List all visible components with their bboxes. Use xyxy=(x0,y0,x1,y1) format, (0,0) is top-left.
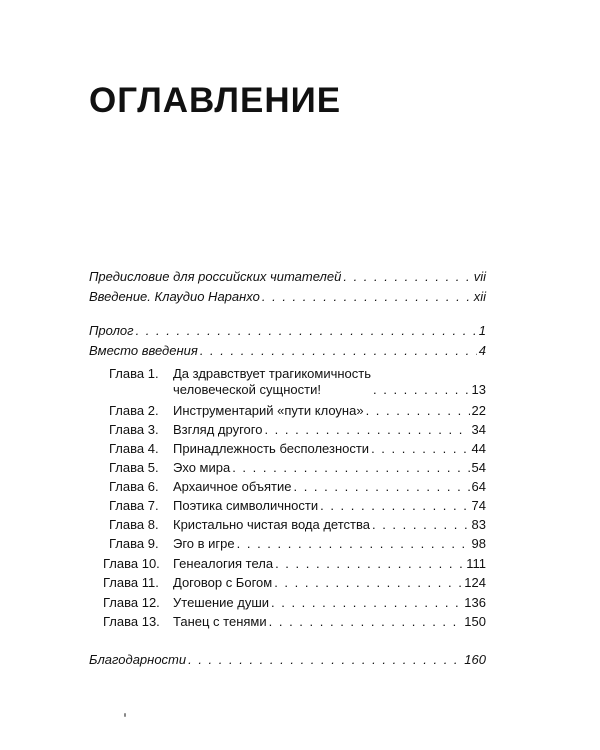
chapter-title: Принадлежность бесполезности xyxy=(173,441,370,456)
chapter-title: Генеалогия тела xyxy=(173,556,274,571)
toc-entry-page: 150 xyxy=(464,614,486,629)
toc-entry-page: 98 xyxy=(471,536,486,551)
toc-entry-chapter-9[interactable] xyxy=(109,536,486,552)
chapter-title: Кристально чистая вода детства xyxy=(173,517,370,532)
toc-entry-page: 136 xyxy=(464,595,486,610)
dot-leader xyxy=(136,323,477,339)
page-title: ОГЛАВЛЕНИЕ xyxy=(89,81,342,120)
dot-leader xyxy=(275,556,464,572)
toc-entry-chapter-5[interactable] xyxy=(109,460,486,476)
scan-speck xyxy=(124,713,126,717)
toc-entry-preface[interactable] xyxy=(89,269,486,285)
dot-leader xyxy=(366,403,470,419)
toc-entry-instead-of-intro[interactable] xyxy=(89,343,486,359)
toc-entry-introduction-naranjo[interactable] xyxy=(89,289,486,305)
chapter-number: Глава 2. xyxy=(109,403,159,418)
dot-leader xyxy=(274,575,462,591)
toc-entry-chapter-6[interactable] xyxy=(109,479,486,495)
chapter-number: Глава 11. xyxy=(103,575,159,590)
dot-leader xyxy=(372,517,470,533)
chapter-number: Глава 4. xyxy=(109,441,159,456)
dot-leader xyxy=(293,479,469,495)
chapter-title: Эхо мира xyxy=(173,460,231,475)
chapter-title: Поэтика символичности xyxy=(173,498,319,513)
toc-entry-page: 64 xyxy=(471,479,486,494)
dot-leader xyxy=(320,498,469,514)
dot-leader xyxy=(232,460,469,476)
toc-entry-page: 124 xyxy=(464,575,486,590)
chapter-title: Танец с тенями xyxy=(173,614,267,629)
dot-leader xyxy=(371,441,469,457)
toc-entry-chapter-1[interactable] xyxy=(109,366,486,398)
toc-entry-page: 13 xyxy=(471,382,486,397)
toc-entry-chapter-4[interactable] xyxy=(109,441,486,457)
dot-leader xyxy=(264,422,469,438)
toc-entry-page: xii xyxy=(473,289,486,304)
toc-entry-page: 54 xyxy=(471,460,486,475)
toc-entry-prologue[interactable] xyxy=(89,323,486,339)
chapter-title-line-1: Да здравствует трагикомичность xyxy=(173,366,372,381)
toc-entry-page: 1 xyxy=(478,323,486,338)
toc-entry-chapter-11[interactable] xyxy=(103,575,486,591)
chapter-number: Глава 3. xyxy=(109,422,159,437)
dot-leader xyxy=(200,343,477,359)
toc-entry-label: Введение. Клаудио Наранхо xyxy=(89,289,260,304)
toc-entry-page: 44 xyxy=(471,441,486,456)
chapter-title: Эго в игре xyxy=(173,536,235,551)
toc-entry-chapter-10[interactable] xyxy=(103,556,486,572)
toc-entry-chapter-8[interactable] xyxy=(109,517,486,533)
chapter-number: Глава 6. xyxy=(109,479,159,494)
toc-entry-label: Вместо введения xyxy=(89,343,198,358)
toc-entry-acknowledgements[interactable] xyxy=(89,652,486,668)
dot-leader xyxy=(188,652,462,668)
toc-entry-label: Пролог xyxy=(89,323,134,338)
chapter-number: Глава 12. xyxy=(103,595,160,610)
chapter-number: Глава 8. xyxy=(109,517,159,532)
toc-entry-chapter-2[interactable] xyxy=(109,403,486,419)
chapter-number: Глава 7. xyxy=(109,498,159,513)
toc-entry-page: 111 xyxy=(466,556,486,571)
toc-entry-page: 22 xyxy=(471,403,486,418)
dot-leader xyxy=(343,269,471,285)
toc-entry-page: 4 xyxy=(478,343,486,358)
toc-entry-page: 160 xyxy=(464,652,486,667)
dot-leader xyxy=(373,382,470,398)
toc-entry-label: Предисловие для российских читателей xyxy=(89,269,342,284)
toc-entry-label: Благодарности xyxy=(89,652,187,667)
toc-entry-page: 74 xyxy=(471,498,486,513)
toc-entry-chapter-12[interactable] xyxy=(103,595,486,611)
toc-entry-page: vii xyxy=(473,269,486,284)
dot-leader xyxy=(262,289,472,305)
dot-leader xyxy=(269,614,463,630)
toc-entry-page: 83 xyxy=(471,517,486,532)
toc-entry-chapter-7[interactable] xyxy=(109,498,486,514)
chapter-title: человеческой сущности! xyxy=(173,382,321,397)
chapter-number: Глава 9. xyxy=(109,536,159,551)
chapter-title: Утешение души xyxy=(173,595,270,610)
chapter-number: Глава 13. xyxy=(103,614,160,629)
dot-leader xyxy=(237,536,470,552)
chapter-number: Глава 10. xyxy=(103,556,160,571)
chapter-title: Взгляд другого xyxy=(173,422,263,437)
chapter-title: Инструментарий «пути клоуна» xyxy=(173,403,364,418)
chapter-title-block xyxy=(173,366,371,398)
chapter-number: Глава 5. xyxy=(109,460,159,475)
chapter-title: Архаичное объятие xyxy=(173,479,292,494)
chapter-title: Договор с Богом xyxy=(173,575,273,590)
dot-leader xyxy=(271,595,462,611)
toc-entry-page: 34 xyxy=(471,422,486,437)
toc-entry-chapter-3[interactable] xyxy=(109,422,486,438)
toc-entry-chapter-13[interactable] xyxy=(103,614,486,630)
chapter-number: Глава 1. xyxy=(109,366,159,381)
